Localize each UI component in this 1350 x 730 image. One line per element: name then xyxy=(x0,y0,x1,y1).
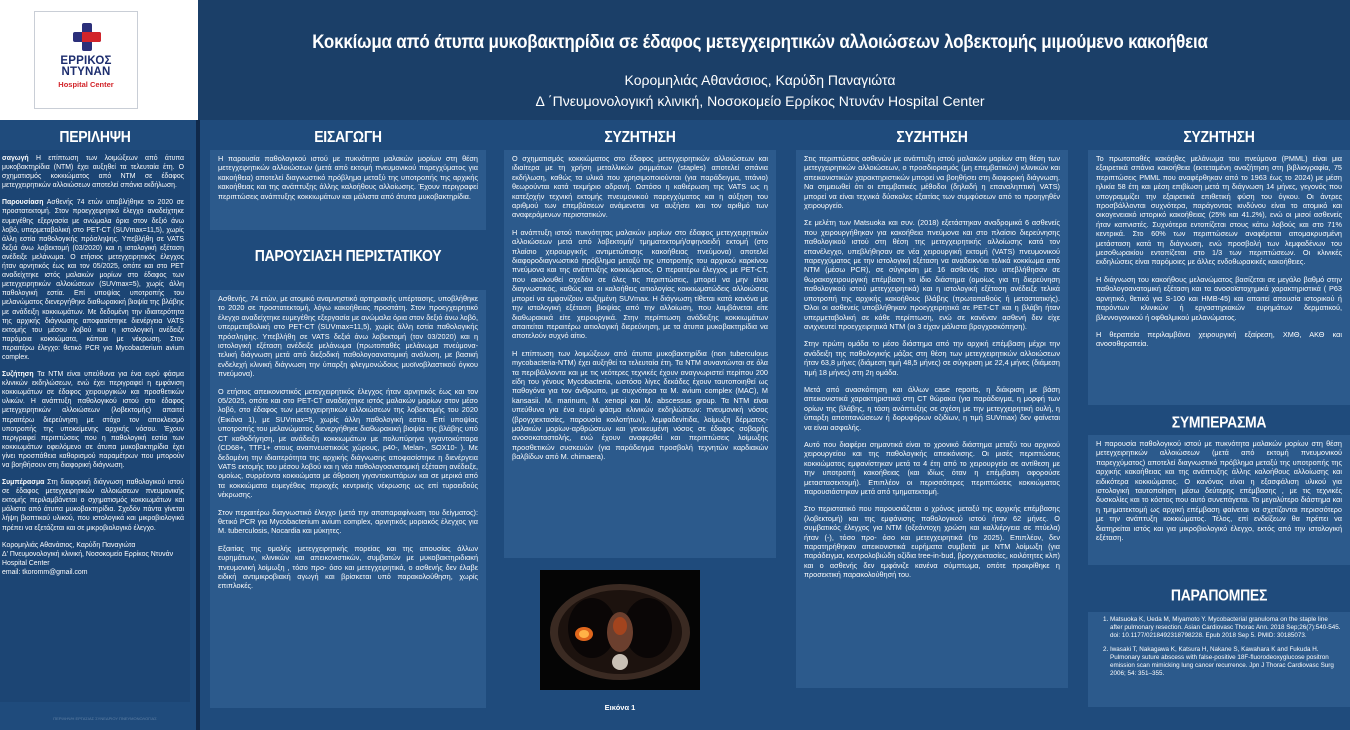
discussion1-paragraph-1: Ο σχηματισμός κοκκιώματος στο έδαφος μετεγχειρητικών αλλοιώσεων και ιδιαίτερα με τη χρήση μεταλλικών ραμμάτων (staples) αποτελεί σπάνια εκδήλωση, καθώς τα υλικά που χρησιμοποιούνται (για παράδειγμα, τιτάνιο) θεωρούνται κατά τεκμήριο αδρανή. Ωστόσο η καθιέρωση της VATS ως η κατεξοχήν τεχνική εκτομής πνευμονικού παρεγχύματος και η αύξηση του αριθμού των επεμβάσεων ανάμενεται να αυξήσει και τον αριθμό των αναφερόμενων περιστατικών. xyxy=(512,154,768,220)
conclusion-title: ΣΥΜΠΕΡΑΣΜΑ xyxy=(1171,412,1267,432)
discussion3-title: ΣΥΖΗΤΗΣΗ xyxy=(1183,126,1255,146)
abstract-intro xyxy=(2,154,184,190)
poster-affiliation: Δ ΄Πνευμονολογική κλινική, Νοσοκομείο Ερρίκος Ντυνάν Hospital Center xyxy=(535,93,985,109)
abstract-panel xyxy=(0,150,190,702)
discussion2-paragraph-1: Στις περιπτώσεις ασθενών με ανάπτυξη ιστού μαλακών μορίων στη θέση των μετεγχειρητικών αλλοιώσεων, ο προσδιορισμός (μη επεμβατικών) κλινικών και απεικονιστικών χαρακτηριστικών μπορεί να βοηθήσει στη διαφορική διάγνωση. Να σημειωθεί ότι οι επεμβατικές μέθοδοι (δηλαδή η επαναληπτική VATS) μπορεί να είναι τεχνικά δύσκολες εξαιτίας των συμφύσεων από το προηγηθέν χειρουργείο. xyxy=(804,154,1060,211)
case-paragraph-4: Εξαιτίας της ομαλής μετεγχειρητικής πορείας και της απουσίας άλλων ευρημάτων, κλινικών και απεικονιστικών, συμβατών με μυκοβακτηριδιακή πνευμονική λοίμωξη , τόσο προ- όσο και μετεγχειρητικά, ο ασθενής δεν έλαβε ειδική αντιμικροβιακή αγωγή και βρίσκεται υπό παρακολούθηση, χωρίς επιπλοκές. xyxy=(218,543,478,591)
discussion3-panel xyxy=(1088,150,1350,405)
abstract-conclusion-text: Στη διαφορική διάγνωση παθολογικού ιστού σε έδαφος μετεγχειρητικών αλλοιώσεων πνευμονικής εκτομής περιλαμβάνεται ο σχηματισμός κοκκιωμάτων και μάλιστα από άτυπα μυκοβακτηρίδια. Σχεδόν πάντα γίνεται λήψη βιοπτικού υλικού, που ιστολογικά και μικροβιολογικά πρέπει να εξετάζεται και σε μικροβιολογικό έλεγχο. xyxy=(2,479,184,532)
references-panel xyxy=(1088,612,1350,707)
intro-text: Η παρουσία παθολογικού ιστού με πυκνότητα μαλακών μορίων στη θέση μετεγχειρητικών αλλοιώσεων (μετά από εκτομή πνευμονικού παρεγχύματος για κακοήθεια) αποτελεί διαγνωστικό πρόβλημα μεταξύ της υποτροπής της αρχικής κακοήθειας και της ανάπτυξης άλλης καλοήθους αλλοίωσης. Έχουν περιγραφεί περιπτώσεις ανάπτυξης κοκκιωμάτων και μάλιστα από άτυπα μυκοβακτηρίδια. xyxy=(218,154,478,201)
poster-title: Κοκκίωμα από άτυπα μυκοβακτηρίδια σε έδαφος μετεγχειρητικών αλλοιώσεων λοβεκτομής μιμούμενο κακοήθεια xyxy=(312,30,1208,53)
conclusion-panel xyxy=(1088,435,1350,565)
discussion1-paragraph-3: Η επίπτωση των λοιμώξεων από άτυπα μυκοβακτηρίδια (non tuberculous mycobacteria-NTM) έχει αυξηθεί τα τελευταία έτη. Τα NTM συναντώνται σε όλα τα περιβάλλοντα και με τις νεότερες τεχνικές έχουν αναγνωριστεί περίπου 200 είδη του γένους Mycobacteria, ωστόσο λίγες δεκάδες έχουν ταυτοποιηθεί ως παθογόνα για τον άνθρωπο, με συχνότερα τα M. avium complex (MAC), M kansasii. M. marinum, M. xenopi και M. abscessus group. Τα NTM είναι υπεύθυνα για ένα ευρύ φάσμα κλινικών εκδηλώσεων: πνευμονική νόσος (βρογχιεκτασίες, παρουσία κοιλοτήτων), λεμφαδενίτιδα, λοίμωξη δέρματος-μαλακών μορίων-αρθρώσεων και γενικευμένη νόσος σε έδαφος σοβαρής ανοσοκαταστολής, ενώ έχουν αναφερθεί και περιπτώσεις λοίμωξης προσθετικών συσκευών (για παράδειγμα προσβολή τεχνητών καρδιακών βαλβίδων από M. chimaera). xyxy=(512,348,768,462)
abstract-intro-text: Η επίπτωση των λοιμώξεων από άτυπα μυκοβακτηρίδια (NTM) έχει αυξηθεί τα τελευταία έτη. Ο σχηματισμός κοκκιώματος από NTM σε έδαφος μετεγχειρητικών αλλοιώσεων αποτελεί σπάνια εκδήλωση. xyxy=(2,155,184,190)
hospital-logo xyxy=(34,11,138,109)
discussion3-paragraph-2: Η διάγνωση του κακοήθους μελανώματος βασίζεται σε μεγάλο βαθμό στην παθολογοανατομική εξέταση και τα ανοσοϊστοχημικά χαρακτηριστικά ( Ρ63 αρνητικό, θετικό για S-100 και HMB-45) και απαιτεί απουσία ιστορικού ή παρόντων κλινικών ή εργαστηριακών ευρημάτων δερματικού, βλεννογονικού ή οφθαλμικού μελανώματος. xyxy=(1096,274,1342,322)
discussion2-paragraph-6: Στο περιστατικό που παρουσιάζεται ο χρόνος μεταξύ της αρχικής επέμβασης (λοβεκτομή) και της εμφάνισης παθολογικού ιστού ήταν 62 μήνες. Ο συμβατικός έλεγχος για NTM (οξεάντοχη χρώση και καλλιέργεια σε πτύελα) ήταν (-), τόσο προ- όσο και μετεγχειρητικά (το 2025). Επιπλέον, δεν παρατηρήθηκαν απεικονιστικά ευρήματα συμβατά με NTM λοίμωξη (για παράδειγμα, κεντρολοβιώδη οζίδια tree-in-bud, βρογχιεκτασίες, κοιλότητες κλπ) και ο ασθενής δεν εμφάνιζε κανένα σύμπτωμα, οπότε προκρίθηκε η προσεκτική παρακολούθησή του. xyxy=(804,504,1060,580)
reference-item: 2. Iwasaki T, Nakagawa K, Katsura H, Nakane S, Kawahara K and Fukuda H. Pulmonary suture abscess with false-positive 18F-fluorodeoxyglucose positron emission scan mimicking lung cancer recurrence. Jpn J Thorac Cardiovasc Surg 2006; 54: 351–355. xyxy=(1110,646,1342,678)
discussion3-paragraph-3: Η θεραπεία περιλαμβάνει χειρουργική εξαίρεση, ΧΜΘ, ΑΚΘ και ανοσοθεραπεία. xyxy=(1096,329,1342,349)
case-title: ΠΑΡΟΥΣΙΑΣΗ ΠΕΡΙΣΤΑΤΙΚΟΥ xyxy=(254,245,442,265)
column-divider xyxy=(196,120,200,730)
discussion1-paragraph-2: Η ανάπτυξη ιστού πυκνότητας μαλακών μορίων στο έδαφος μετεγχειρητικών αλλοιώσεων μετά από λοβεκτομή/ τμηματεκτομή/σφηνοειδή εκτομή (στο πλαίσιο χειρουργικής αντιμετώπισης κακοήθειας πνεύμονα) αποτελεί διαφοροδιαγνωστικό πρόβλημα μεταξύ της υποτροπής του αρχικού καρκίνου πνεύμονα και της ανάπτυξης κοκκιώματος. Ο περαιτέρω έλεγχος με PET-CT, που ακολουθεί σχεδόν σε όλες τις περιπτώσεις, μπορεί να μην είναι διαγνωστικός, καθώς και οι καλοήθεις αιτιολογίας κοκκιωματώδεις αλλοιώσεις μπορεί να εμφανίζουν αυξημένη SUVmax. Η διάγνωση τίθεται κατά κανόνα με την ιστολογική εξέταση βιοψίας από την αλλοίωση, που λαμβάνεται είτε διαθωρακικά είτε χειρουργικά. Στην περίπτωση ανάδειξης κοκκιωμάτων απαιτείται περαιτέρω αιτιολογική διερεύνηση, με τα άτυπα μυκοβακτηρίδια να αποτελούν συχνό αίτιο. xyxy=(512,227,768,341)
references-list xyxy=(1096,616,1342,678)
discussion1-panel xyxy=(504,150,776,558)
logo-line2: ΝΤΥΝΑΝ xyxy=(61,66,111,78)
logo-area xyxy=(0,0,198,120)
conclusion-text: Η παρουσία παθολογικού ιστού με πυκνότητα μαλακών μορίων στη θέση μετεγχειρητικών αλλοιώσεων (μετά από εκτομή πνευμονικού παρεγχύματος) αποτελεί διαγνωστικό πρόβλημα μεταξύ της υποτροπής της αρχικής κακοήθειας και της ανάπτυξης άλλης καλοήθους αλλοίωσης και ειδικότερα κοκκιώματος. Ο κανόνας είναι η εξασφάλιση υλικού για ιστολογική ταυτοποίηση μέσω δεύτερης επέμβασης , με τις τεχνικές δυσκολίες και το κόστος που αυτό συνεπάγεται. Το μεγαλύτερο διάστημα και η τμηματεκτομή ως αρχική επέμβαση φαίνεται να σχετίζονται περισσότερο με την ανάπτυξη κοκκιώματος. Τέλος, επί ενδείξεων θα πρέπει να διατηρείται ιστός και για μικροβιολογικό έλεγχο, εκτός από την ιστολογική εξέταση. xyxy=(1096,439,1342,543)
discussion2-paragraph-5: Αυτό που διαφέρει σημαντικά είναι το χρονικό διάστημα μεταξύ του αρχικού χειρουργείου και της παθολογικής απεικόνισης. Οι μισές περιπτώσεις κοκκιώματος εμφανίστηκαν μετά τα 4 έτη από το χειρουργείο σε αντίθεση με την υποτροπή κακοήθειας (και ιδίως όταν η επέμβαση αφορούσε μεταστασεκτομή). Επιπλέον οι περισσότερες περιπτώσεις κοκκιώματος παρουσιάστηκαν μετά από τμηματεκτομή. xyxy=(804,439,1060,496)
medical-cross-icon xyxy=(71,21,103,53)
discussion3-paragraph-1: Το πρωτοπαθές κακόηθες μελάνωμα του πνεύμονα (PMML) είναι μια εξαιρετικά σπάνια κακοήθεια (εκτεταμένη αναζήτηση στη βιβλιογραφία, 75 περιπτώσεις PMML που αναφέρθηκαν από το 1963 έως το 2024) με μέση ηλικία 58 έτη και μέση επιβίωση μετά τη διάγνωση 14 μήνες, γεγονός που υπογραμμίζει την εξαιρετικά επιθετική φύση του όγκου. Οι άντρες προσβάλλονται συχνότερα, παράγοντας κινδύνου είναι το ατομικό και οικογενειακό ιστορικό κακοήθειας (25% και 41.2%), ενώ οι μισοί ασθενείς ήταν καπνιστές. Συχνότερα εντοπίζεται στους κάτω λοβούς και στο 71% κεντρικά. Στο 60% των περιπτώσεων αναφέρεται απομακρυσμένη μετάσταση κατά τη διάγνωση, ενώ προσβολή των λεμφαδένων του μεσοθωρακίου εντοπίζεται στο 1/3 των περιπτώσεων. Οι κλινικές εκδηλώσεις είναι παρόμοιες με άλλες ενδοθωρακικές κακοήθειες. xyxy=(1096,154,1342,267)
case-panel xyxy=(210,290,486,708)
abstract-discussion-text: Τα NTM είναι υπεύθυνα για ένα ευρύ φάσμα κλινικών εκδηλώσεων, ενώ έχει περιγραφεί η εμφάνιση κοκκιωμάτων σε έδαφος χειρουργικών και προσθετικών υλικών. Η ανάπτυξη παθολογικού ιστού στο έδαφος μετεγχειρητικών αλλοιώσεων (λοβεκτομής) απαιτεί περαιτέρω διερεύνηση με στόχο τον αποκλεισμό υποτροπής της υποκείμενης αρχικής νόσου. Έχουν περιγραφεί περιπτώσεις που η παθολογική εστία των κοκκιωμάτων οφειλόμενο σε άτυπα μυκοβακτηρίδια έχει γίνει προσπάθεια καθορισμού παραμέτρων που μπορούν να βοηθήσουν στη διαφορική διάγνωση. xyxy=(2,371,184,469)
ct-scan-figure xyxy=(540,570,700,690)
figure-caption: Εικόνα 1 xyxy=(604,703,636,712)
contact-affiliation: Δ' Πνευμονολογική κλινική, Νοσοκομείο Ερρίκος Ντυνάν Hospital Center xyxy=(2,550,174,567)
references-title: ΠΑΡΑΠΟΜΠΕΣ xyxy=(1170,585,1268,605)
poster-header xyxy=(0,0,1350,120)
abstract-case-text: Ασθενής 74 ετών υποβλήθηκε το 2020 σε προστατεκτομή. Στον προεγχειρητικό έλεγχο αναδείχτηκε ευμεγέθης εξεργασία με ανώμαλα όρια στον δεξιό άνω λοβό, υπερμεταβολική στο PET-CT (SUVmax=11,5), χωρίς άλλη εστία παθολογικής πρόσληψης. Υπεβλήθη σε VATS δεξιά άνω λοβεκτομή (03/2020) και η ιστολογική εξέταση ανέδειξε μελάνωμα. Ο ετήσιος μετεγχειρητικός έλεγχος ήταν αρνητικός έως και τον 05/2025, οπότε και στο PET αναδείχτηκε ιστός μαλακών μορίων στο έδαφος των μετεγχειρητικών αλλοιώσεων (SUVmax=5), χωρίς άλλη παθολογική εστία. Επί υποψίας υποτροπής του μελανώματος διενεργήθηκε διαθωρακική βιοψία της βλάβης με ανάδειξη κοκκιωμάτων. Με δεδομένη την ιδιαιτερότητα της αρχικής διάγνωσης αποφασίστηκε διενέργεια VATS εκτομής του μέσου λοβού και η ιστολογική ανέδειξε παρόμοια κοκκιώματα, κάποια με νέκρωση. Στον περαιτέρω έλεγχο: θετικό PCR για Mycobacterium avium complex. xyxy=(2,199,184,361)
discussion2-paragraph-3: Στην πρώτη ομάδα το μέσο διάστημα από την αρχική επέμβαση μέχρι την ανάδειξη της παθολογικής μάζας στη θέση των μετεγχειρητικών αλλοιώσεων ήταν 63,8 μήνες (διάμεση τιμή 48,5 μήνες) σε σύγκριση με 22,4 μήνες (διάμεση τιμή 18 μήνες) στη 2η ομάδα. xyxy=(804,339,1060,377)
discussion2-panel xyxy=(796,150,1068,688)
discussion1-title: ΣΥΖΗΤΗΣΗ xyxy=(604,126,676,146)
logo-subtitle: Hospital Center xyxy=(58,80,114,89)
abstract-case-label: Παρουσίαση xyxy=(2,199,44,207)
ct-scan-image xyxy=(540,570,700,690)
intro-panel xyxy=(210,150,486,230)
logo-wordmark xyxy=(35,56,137,78)
abstract-discussion-label: Συζήτηση xyxy=(2,371,34,379)
abstract-intro-label: σαγωγή xyxy=(2,155,29,162)
discussion2-title: ΣΥΖΗΤΗΣΗ xyxy=(896,126,968,146)
case-paragraph-3: Στον περαιτέρω διαγνωστικό έλεγχο (μετά την αποπαραφίνωση του δείγματος): θετικό PCR για Mycobacterium avium complex, αρνητικός μοριακός έλεγχος για M. tuberculosis, Nocardia και μύκητες. xyxy=(218,507,478,536)
contact-authors: Κορομηλιάς Αθανάσιος, Καρύδη Παναγιώτα xyxy=(2,541,136,549)
abstract-conclusion-label: Συμπέρασμα xyxy=(2,479,45,487)
case-paragraph-2: Ο ετήσιος απεικονιστικός μετεγχειρητικός έλεγχος ήταν αρνητικός έως και τον 05/2025, οπότε και στο PET-CT αναδείχτηκε ιστός μαλακών μορίων στον μέσο λοβό, στο έδαφος των μετεγχειρητικών αλλοιώσεων της λοβεκτομής του 2020 (Εικόνα 1), με SUVmax=5, χωρίς άλλη παθολογική εστία. Επί υποψίας υποτροπής του μελανώματος διενεργήθηκε διαθωρακική βιοψία της βλάβης υπό CT καθοδήγηση, με ανάδειξη κοκκιωμάτων με πολυπύρηνα γιγαντοκύτταρα (CD68+, TTF1+ στους αναπνευστικούς χώρους, p40-, Melan-, SOX10- ). Με δεδομένη την ιδιαιτερότητα της αρχικής διάγνωσης αποφασίστηκε η διενέργεια VATS εκτομής του μέσου λοβού και η νέα παθολογοανατομική εξέταση ανέδειξε, ομοίως, συρρέοντα κοκκιώματα με άθροιση γιγαντοκυττάρων και σε μερικά από τα κοκκιώματα ευμεγέθεις περιοχές κεντρικής νέκρωσης ως επί τυροειδούς νέκρωσης. xyxy=(218,386,478,500)
contact-email: email: tkoromm@gmail.com xyxy=(2,568,88,576)
abstract-footer: ΠΕΡΙΛΗΨΗ ΕΡΓΑΣΙΑΣ ΣΥΝΕΔΡΙΟΥ ΠΝΕΥΜΟΝΟΛΟΓΙΑΣ xyxy=(53,716,157,721)
reference-item: 1. Matsuoka K, Ueda M, Miyamoto Y. Mycobacterial granuloma on the staple line after pulmonary resection. Asian Cardiovasc Thorac Ann. 2018 Sep;26(7):540-545. doi: 10.1177/0218492318798228. Epub 2018 Sep 5. PMID: 30185073. xyxy=(1110,616,1342,640)
abstract-title: ΠΕΡΙΛΗΨΗ xyxy=(59,126,131,146)
abstract-conclusion xyxy=(2,478,184,533)
logo-line1: ΕΡΡΙΚΟΣ xyxy=(60,55,112,67)
abstract-case xyxy=(2,198,184,362)
discussion2-paragraph-2: Σε μελέτη των Matsuoka και συν. (2018) εξετάστηκαν αναδρομικά 6 ασθενείς που χειρουργήθηκαν για κακοήθεια πνεύμονα και στο πλαίσιο διερεύνησης παθολογικού ιστού στη θέση της μετεγχειρητικής αλλοίωσης κατά τον επανέλεγχο, υπεβλήθησαν σε νέα χειρουργική εκτομή (VATS) πνευμονικού παρεγχύματος με την ιστολογική εξέταση να αναδεικνύει τελικά κοκκίωμα από NTM (μέσω PCR), σε σύγκριση με 16 ασθενείς που υπεβλήθησαν σε θωρακοχειρουργική επέμβαση το ίδιο διάστημα (ομοίως για τη διερεύνηση παθολογικού ιστού μετεγχειρητικά) και η ιστολογική εξέταση ανέδειξε τελικά υποτροπή της αρχικής κακοήθους βλάβης (πρωτοπαθούς ή μεταστατικής). Όλοι οι ασθενείς υποβλήθηκαν προεγχειρητικά σε PET-CT και η βλάβη ήταν υπερμεταβολική σε κάθε περίπτωση, ενώ σε κανέναν ασθενή δεν είχε ανιχνευτεί προεγχειρητικά NTM (οι 3 είχαν μάλιστα βρογχοσκόπηση). xyxy=(804,218,1060,331)
intro-title: ΕΙΣΑΓΩΓΗ xyxy=(314,126,382,146)
abstract-discussion xyxy=(2,370,184,470)
discussion2-paragraph-4: Μετά από ανασκόπηση και άλλων case reports, η διάκριση με βάση απεικονιστικά χαρακτηριστικά στη CT θώρακα (για παράδειγμα, η μορφή των ορίων της βλάβης, η τάση ανάπτυξης σε σχέση με την μετεγχειρητική ουλή, η ύπαρξη αποτιτανώσεων ή δορυφόρων οζιδίων, η τιμή SUVmax) δεν φαίνεται να είναι ασφαλής. xyxy=(804,384,1060,432)
case-paragraph-1: Ασθενής, 74 ετών, με ατομικό αναμνηστικό αρτηριακής υπέρτασης, υποβλήθηκε το 2020 σε προστατεκτομή, λόγω κακοήθειας προστάτη. Στον προεγχειρητικό έλεγχο αναδείχτηκε ευμεγέθης εξεργασία με ανώμαλα όρια στον δεξιό άνω λοβό, υπερμεταβολική στο PET-CT (SUVmax=11,5), χωρίς άλλη εστία παθολογικής πρόσληψης. Υπεβλήθη σε VATS δεξιά άνω λοβεκτομή (τον 03/2020) και η ιστολογική εξέταση ανέδειξε μελάνωμα (πρωτοπαθές μελάνωμα πνεύμονα- τελική διάγνωση μετά από διεξοδική παθολογοανατομική ανάλυση, με βασική ενδελεχή κλινική διάγνωση την ύπαρξη φλεγμονώδους μυοϊνοβλαστικού όγκου πνεύμονα). xyxy=(218,294,478,379)
poster-authors: Κορομηλιάς Αθανάσιος, Καρύδη Παναγιώτα xyxy=(624,72,896,88)
